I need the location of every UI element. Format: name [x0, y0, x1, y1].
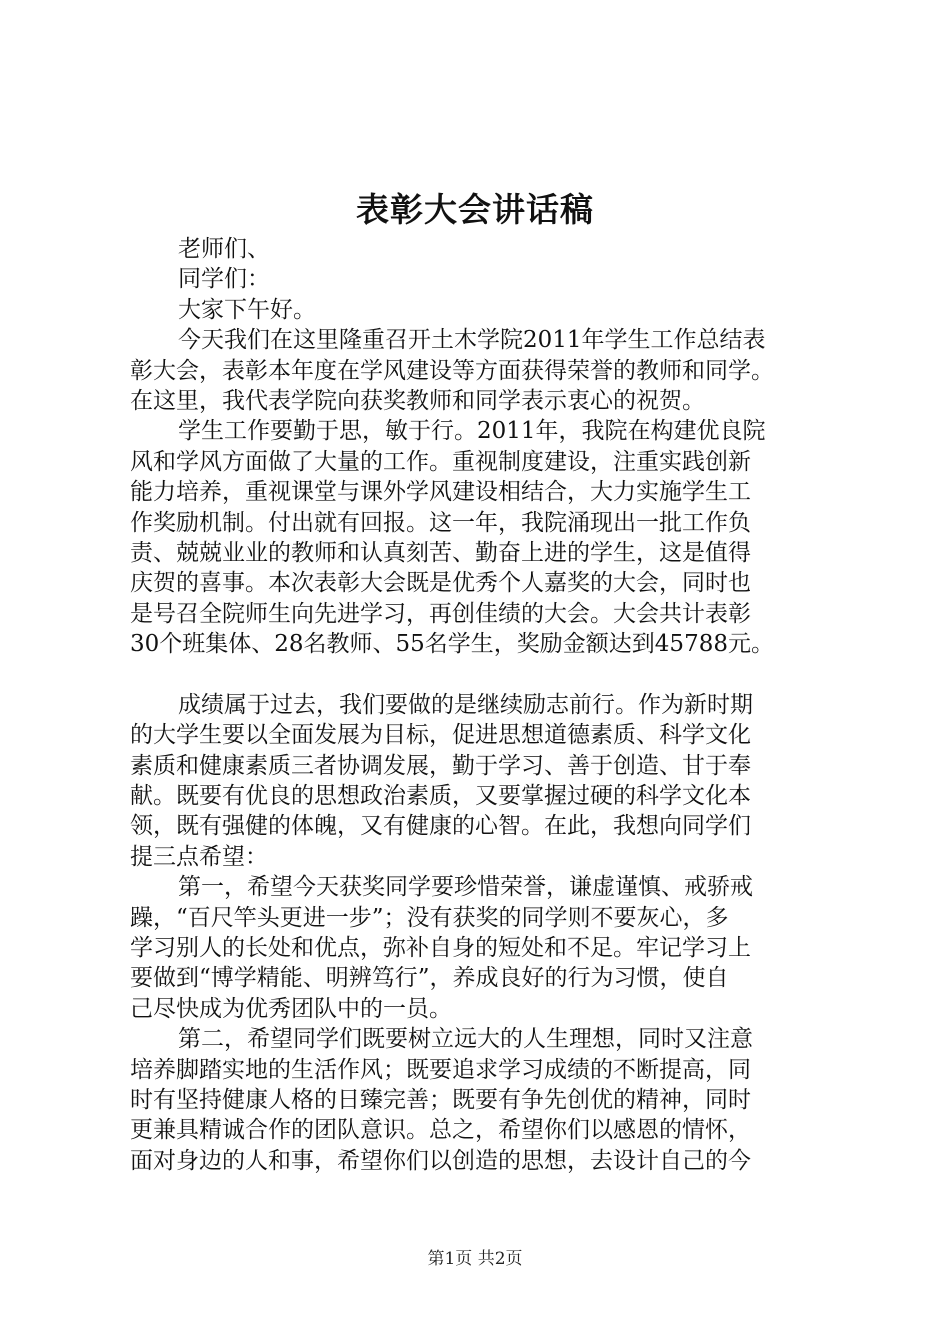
document-body: [130, 234, 830, 1176]
text-line: 责、兢兢业业的教师和认真刻苦、勤奋上进的学生，这是值得: [130, 539, 751, 566]
text-line: 老师们、: [178, 236, 270, 262]
text-line: 彰大会，表彰本年度在学风建设等方面获得荣誉的教师和同学。: [130, 357, 774, 384]
text-line: 学习别人的长处和优点，弥补自身的短处和不足。牢记学习上: [130, 934, 751, 961]
document-title: 表彰大会讲话稿: [356, 190, 594, 229]
text-line: 培养脚踏实地的生活作风；既要追求学习成绩的不断提高，同: [130, 1056, 751, 1083]
text-line: 大家下午好。: [178, 296, 316, 323]
text-line: 第一，希望今天获奖同学要珍惜荣誉，谦虚谨慎、戒骄戒: [178, 874, 753, 901]
text-line: 己尽快成为优秀团队中的一员。: [130, 995, 452, 1022]
text-line: 同学们：: [178, 266, 270, 293]
text-line: 的大学生要以全面发展为目标，促进思想道德素质、科学文化: [130, 722, 751, 749]
text-line: 要做到“博学精能、明辨笃行”，养成良好的行为习惯，使自: [130, 965, 729, 992]
text-line: 庆贺的喜事。本次表彰大会既是优秀个人嘉奖的大会，同时也: [130, 570, 751, 597]
text-line: 在这里，我代表学院向获奖教师和同学表示衷心的祝贺。: [130, 387, 705, 414]
text-line: 素质和健康素质三者协调发展，勤于学习、善于创造、甘于奉: [130, 752, 751, 779]
text-line: 风和学风方面做了大量的工作。重视制度建设，注重实践创新: [130, 448, 751, 475]
text-line: 面对身边的人和事，希望你们以创造的思想，去设计自己的今: [130, 1147, 751, 1174]
blank-line: [130, 659, 830, 689]
text-line: 更兼具精诚合作的团队意识。总之，希望你们以感恩的情怀，: [130, 1117, 751, 1144]
text-line: 作奖励机制。付出就有回报。这一年，我院涌现出一批工作负: [130, 509, 751, 536]
text-line: 第二，希望同学们既要树立远大的人生理想，同时又注意: [178, 1026, 753, 1053]
text-line: 学生工作要勤于思，敏于行。2011年，我院在构建优良院: [178, 418, 766, 445]
text-line: 是号召全院师生向先进学习，再创佳绩的大会。大会共计表彰: [130, 600, 751, 627]
page-footer: 第1页 共2页: [427, 1249, 523, 1269]
text-line: 领，既有强健的体魄，又有健康的心智。在此，我想向同学们: [130, 813, 751, 840]
text-line: 提三点希望：: [130, 843, 268, 870]
text-line: 30个班集体、28名教师、55名学生，奖励金额达到45788元。: [130, 631, 774, 658]
text-line: 献。既要有优良的思想政治素质，又要掌握过硬的科学文化本: [130, 783, 751, 810]
text-line: 今天我们在这里隆重召开土木学院2011年学生工作总结表: [178, 327, 766, 354]
text-line: 成绩属于过去，我们要做的是继续励志前行。作为新时期: [178, 691, 753, 718]
text-line: 能力培养，重视课堂与课外学风建设相结合，大力实施学生工: [130, 479, 751, 506]
text-line: 躁，“百尺竿头更进一步”；没有获奖的同学则不要灰心，多: [130, 904, 729, 931]
text-line: 时有坚持健康人格的日臻完善；既要有争先创优的精神，同时: [130, 1086, 751, 1113]
